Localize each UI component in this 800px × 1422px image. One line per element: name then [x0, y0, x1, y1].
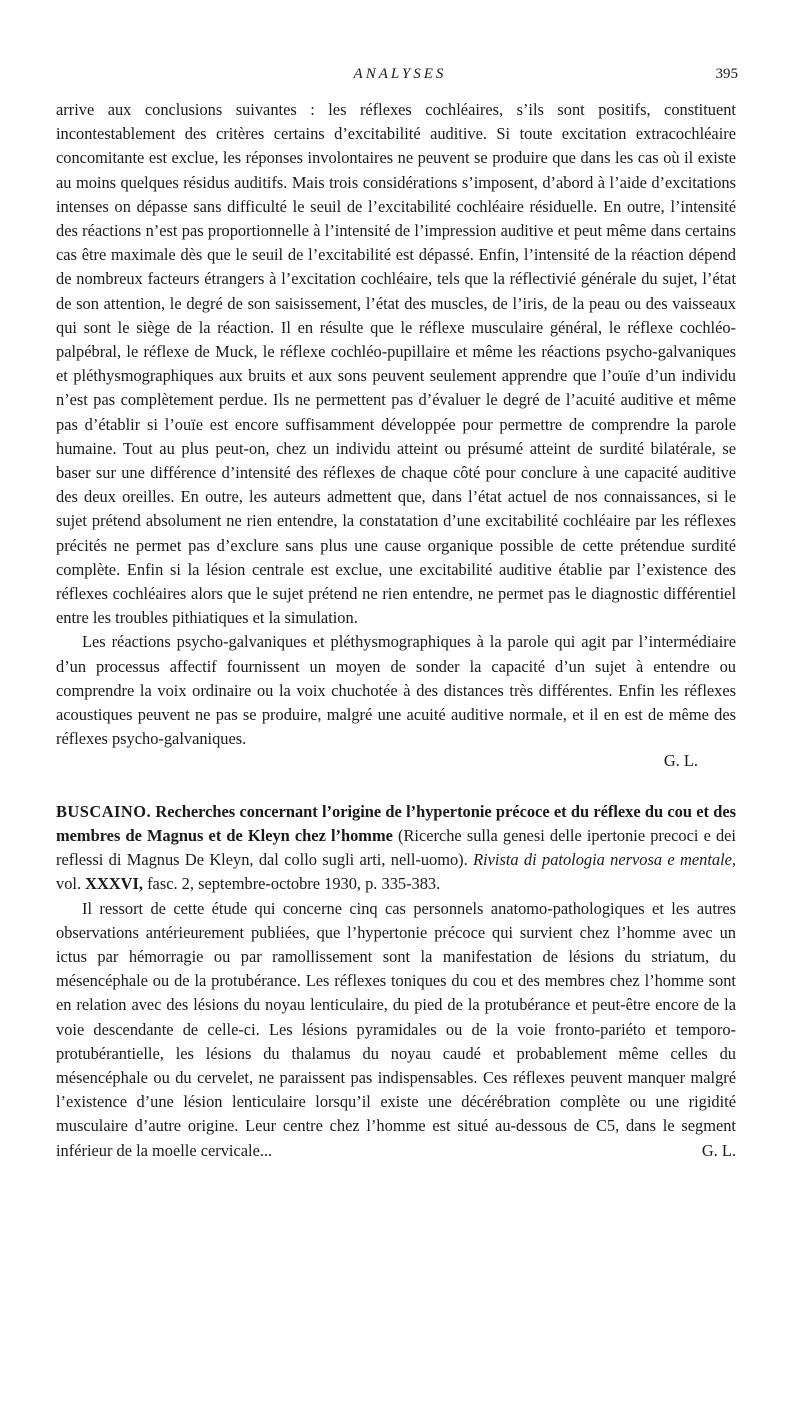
review-paragraph-2: Les réactions psycho-galvaniques et pléthysmographiques à la parole qui agit par l’intermédiaire d’un processus affectif fournissent un moyen de sonder la capacité d’un sujet à entendre ou comprendre la voix ordinaire ou la voix chuchotée à des distances très différentes. Enfin les réflexes acoustiques peuvent ne pas se produire, malgré une acuité auditive normale, et il en est de même des réflexes psycho-galvaniques.: [56, 632, 736, 749]
running-head: ANALYSES: [353, 66, 447, 82]
review-paragraph-1: arrive aux conclusions suivantes : les réflexes cochléaires, s’ils sont positifs, constituent incontestablement des critères certains d’excitabilité auditive. Si toute excitation extracochléaire concomitante est exclue, les réponses involontaires ne peuvent se produire que dans les cas où il existe au moins quelques résidus auditifs. Mais trois considérations s’imposent, d’abord à l’aide d’excitations intenses on dépasse sans difficulté le seuil de l’excitabilité cochléaire résiduelle. En outre, l’intensité des réactions n’est pas proportionnelle à l’intensité de l’impression auditive et peut même dans certains cas être maximale dès que le seuil de l’excitabilité est dépassé. Enfin, l’intensité de la réaction dépend de nombreux facteurs étrangers à l’excitation cochléaire, tels que la réflectivié générale du sujet, l’état de son attention, le degré de son saisissement, l’état des muscles, de l’iris, de la peau ou des vaisseaux qui sont le siège de la réaction. Il en résulte que le réflexe musculaire général, le réflexe cochléo-palpébral, le réflexe de Muck, le réflexe cochléo-pupillaire et même les réactions psycho-galvaniques et pléthysmographiques aux bruits et aux sons peuvent seulement apprendre que l’ouïe d’un individu n’est pas complètement perdue. Ils ne permettent pas d’évaluer le degré de l’acuité auditive et même pas d’établir si l’ouïe est encore suffisamment développée pour permettre de comprendre la parole humaine. Tout au plus peut-on, chez un individu atteint ou présumé atteint de surdité bilatérale, se baser sur une différence d’intensité des réflexes de chaque côté pour conclure à une capacité auditive des deux oreilles. En outre, les auteurs admettent que, dans l’état actuel de nos connaissances, si le sujet prétend absolument ne rien entendre, la constatation d’une excitabilité cochléaire par les réflexes précités ne permet pas d’exclure sans plus une cause organique possible de cette prétendue surdité complète. Enfin si la lésion centrale est exclue, une excitabilité auditive établie par l’existence des réflexes cochléaires alors que le sujet prétend ne rien entendre, ne permet pas le diagnostic différentiel entre les troubles pithiatiques et la simulation.: [56, 100, 736, 628]
review-signature-2: G. L.: [701, 1140, 736, 1160]
entry-journal: Rivista di patologia nervosa e mentale,: [473, 850, 736, 870]
entry-title: Recherches concernant l’origine de l’hypertonie précoce et du réflexe du cou et des membres de Magnus et de Kleyn chez l’homme: [56, 801, 736, 845]
page-number: 395: [715, 66, 738, 82]
entry-volume: XXXVI,: [85, 874, 143, 894]
entry-original-title: (Ricerche sulla genesi delle ipertonie precoci e dei reflessi di Magnus De Kleyn, dal collo sugli arti, nell-uomo).: [56, 825, 736, 870]
review-body: [56, 897, 736, 1163]
page-header: [0, 66, 800, 90]
entry-issue-date: fasc. 2, septembre-octobre 1930, p. 335-383.: [147, 874, 441, 894]
bibliographic-entry: [56, 800, 736, 897]
entry-vol-label: vol.: [56, 874, 82, 894]
review-buscaino: [56, 800, 736, 1163]
page-content: [56, 98, 736, 1163]
review-body-text: Il ressort de cette étude qui concerne cinq cas personnels anatomo-pathologiques et les autres observations antérieurement publiées, que l’hypertonie précoce qui survient chez l’homme avec un ictus par hémorragie ou par ramollissement sont la manifestation de lésions du striatum, du mésencéphale ou de la protubérance. Les réflexes toniques du cou et des membres chez l’homme sont en relation avec des lésions du noyau lenticulaire, du pied de la protubérance et peut-être encore de la voie descendante de celle-ci. Les lésions pyramidales ou de la voie fronto-pariéto et temporo-protubérantielle, les lésions du thalamus du noyau caudé et probablement même celles du mésencéphale ou du cervelet, ne paraissent pas indispensables. Ces réflexes peuvent manquer malgré l’existence d’une lésion lenticulaire lorsqu’il existe une décérébration complète ou une rigidité musculaire d’autre origine. Leur centre chez l’homme est situé au-dessous de C5, dans le segment inférieur de la moelle cervicale...: [56, 898, 736, 1160]
review-hearing-reflexes: [56, 98, 736, 774]
entry-author: BUSCAINO.: [56, 801, 152, 821]
review-signature: G. L.: [663, 751, 698, 771]
